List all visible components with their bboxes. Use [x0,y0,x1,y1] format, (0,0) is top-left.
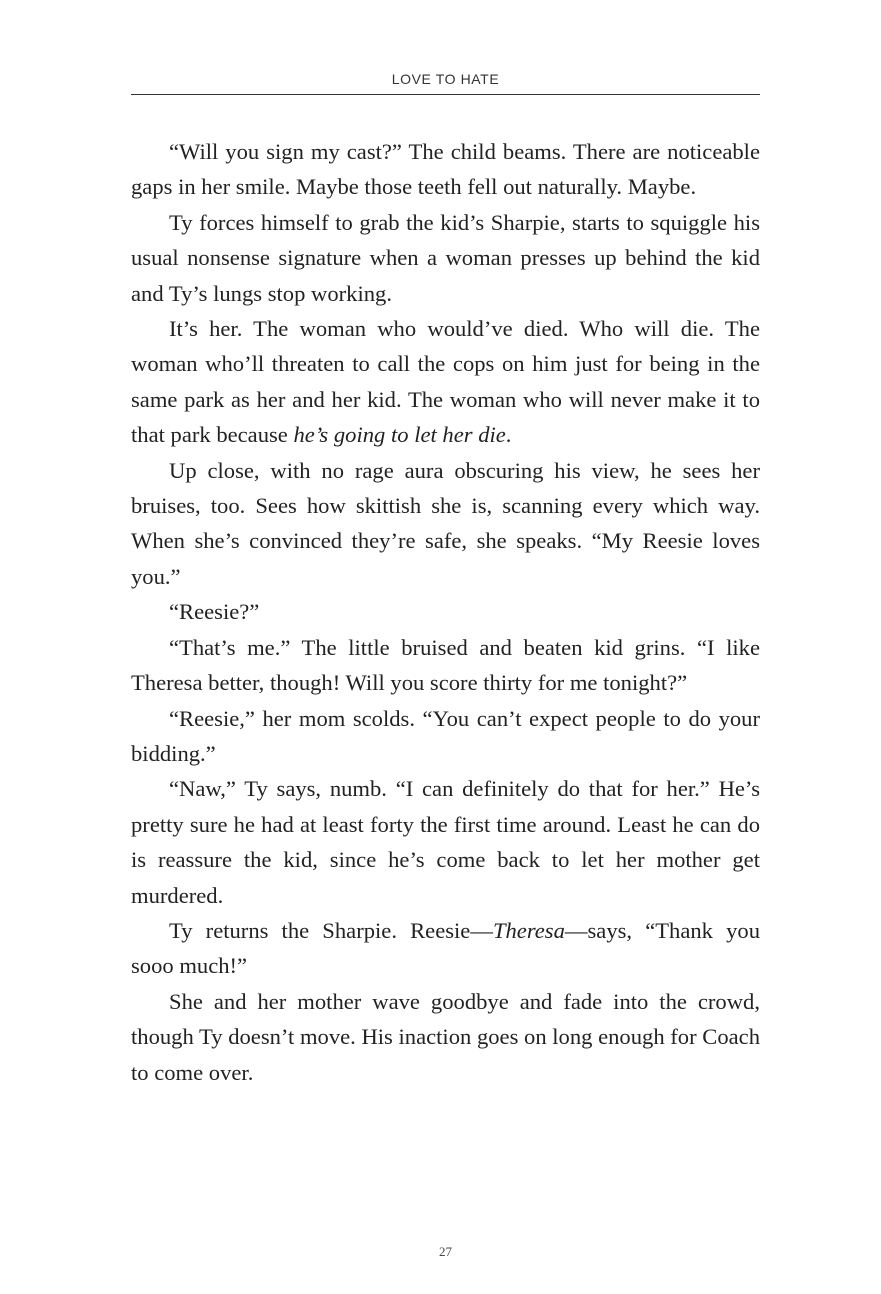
paragraph [131,311,760,453]
paragraph-text: —says, “Thank you sooo much!” [131,917,760,979]
paragraph [131,771,760,913]
paragraph-text: “Reesie,” her mom scolds. “You can’t expect people to do your bidding.” [131,705,760,766]
paragraph [131,134,760,205]
paragraph [131,205,760,311]
paragraph [131,701,760,772]
page-number: 27 [439,1244,452,1259]
paragraph [131,594,760,629]
paragraph-text: “Naw,” Ty says, numb. “I can definitely do that for her.” He’s pretty sure he had at least forty the first time around. Least he can do is reassure the kid, since he’s come back to let her mother get murdered. [131,776,760,908]
running-head: LOVE TO HATE [391,71,500,87]
italic-name: Theresa [492,917,565,943]
paragraph [131,453,760,595]
paragraph [131,913,760,984]
paragraph-text: “That’s me.” The little bruised and beaten kid grins. “I like Theresa better, though! Will you score thirty for me tonight?” [131,634,760,696]
italic-phrase: he’s going to let her die [293,422,506,448]
paragraph-text: Ty forces himself to grab the kid’s Sharpie, starts to squiggle his usual nonsense signature when a woman presses up behind the kid and Ty’s lungs stop working. [131,209,760,306]
paragraph-text: Ty returns the Sharpie. Reesie— [169,917,493,943]
paragraph-text: It’s her. The woman who would’ve died. Who will die. The woman who’ll threaten to call the cops on him just for being in the same park as her and her kid. The woman who will never make it to that park because [131,316,760,448]
paragraph-text: “Will you sign my cast?” The child beams. There are noticeable gaps in her smile. Maybe those teeth fell out naturally. Maybe. [131,139,760,200]
body-text [131,134,760,1090]
paragraph-text: She and her mother wave goodbye and fade into the crowd, though Ty doesn’t move. His inaction goes on long enough for Coach to come over. [131,988,760,1085]
paragraph-text: Up close, with no rage aura obscuring his view, he sees her bruises, too. Sees how skittish she is, scanning every which way. When she’s convinced they’re safe, she speaks. “My Reesie loves you.” [131,457,760,589]
header-rule [131,94,760,95]
paragraph [131,984,760,1090]
paragraph-text: . [505,422,512,448]
paragraph-text: “Reesie?” [169,599,260,625]
paragraph [131,630,760,701]
